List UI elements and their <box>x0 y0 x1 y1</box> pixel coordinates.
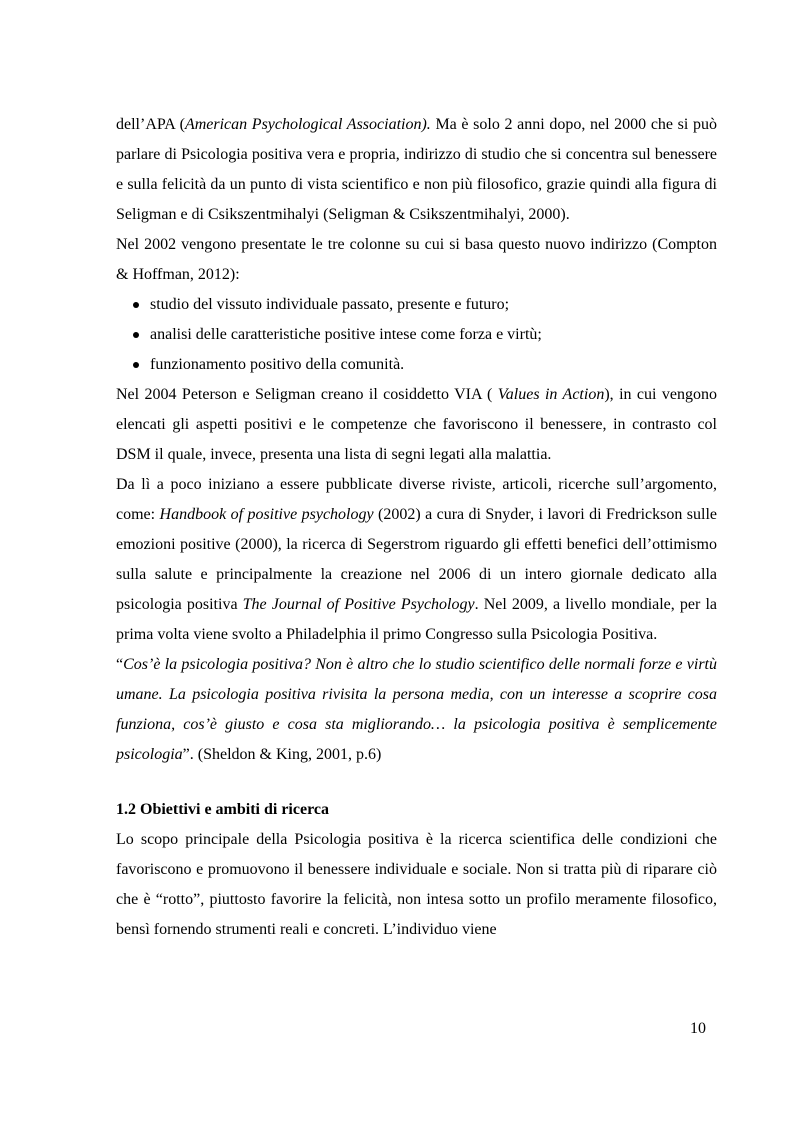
text-run: ”. (Sheldon & King, 2001, p.6) <box>182 746 382 763</box>
italic-text: Values in Action <box>497 386 605 403</box>
bullet-icon <box>133 362 139 368</box>
page-body <box>116 110 717 945</box>
paragraph-via <box>116 380 717 470</box>
italic-text: The Journal of Positive Psychology <box>242 596 475 613</box>
italic-text: Cos’è la psicologia positiva? Non è altro che lo studio scientifico delle normali forze e virtù umane. La psicologia positiva rivisita la persona media, con un interesse a scoprire cosa funziona, cos’è giusto e cosa sta migliorando… la psicologia positiva è semplicemente psicologia <box>116 656 717 763</box>
bullet-list <box>116 290 717 380</box>
paragraph-apa <box>116 110 717 230</box>
text-run: “ <box>116 656 124 673</box>
text-run: (2002) a cura di Snyder, i lavori di Fredrickson sulle emozioni positive (2000), la ricerca di Segerstrom riguardo gli effetti benefici dell’ottimismo sulla salute e principalmente la creazione nel 2006 di un intero giornale dedicato alla psicologia positiva <box>116 506 718 613</box>
text-run: ), in cui vengono elencati gli aspetti positivi e le competenze che favoriscono il benessere, in contrasto col DSM il quale, invece, presenta una lista di segni legati alla malattia. <box>116 386 718 463</box>
paragraph-pubblicazioni <box>116 470 717 650</box>
list-item <box>116 350 717 380</box>
italic-text: American Psychological Association). <box>184 116 431 133</box>
italic-text: Handbook of positive psychology <box>159 506 374 523</box>
list-item <box>116 320 717 350</box>
text-run: Nel 2002 vengono presentate le tre colonne su cui si basa questo nuovo indirizzo (Compton & Hoffman, 2012): <box>116 236 717 283</box>
text-run: dell’APA ( <box>116 116 185 133</box>
text-run: . Nel 2009, a livello mondiale, per la prima volta viene svolto a Philadelphia il primo Congresso sulla Psicologia Positiva. <box>116 596 717 643</box>
paragraph-tre-colonne <box>116 230 717 290</box>
text-run: Da lì a poco iniziano a essere pubblicate diverse riviste, articoli, ricerche sull’argomento, come: <box>116 476 717 523</box>
text-run: Ma è solo 2 anni dopo, nel 2000 che si può parlare di Psicologia positiva vera e propria, indirizzo di studio che si concentra sul benessere e sulla felicità da un punto di vista scientifico e non più filosofico, grazie quindi alla figura di Seligman e di Csikszentmihalyi (Seligman & Csikszentmihalyi, 2000). <box>116 116 717 223</box>
text-run: Lo scopo principale della Psicologia positiva è la ricerca scientifica delle condizioni che favoriscono e promuovono il benessere individuale e sociale. Non si tratta più di riparare ciò che è “rotto”, piuttosto favorire la felicità, non intesa sotto un profilo meramente filosofico, bensì fornendo strumenti reali e concreti. L’individuo viene <box>116 831 717 938</box>
section-heading: 1.2 Obiettivi e ambiti di ricerca <box>116 801 329 818</box>
page-number: 10 <box>690 1020 706 1037</box>
paragraph-scopo <box>116 825 717 945</box>
list-item-text: studio del vissuto individuale passato, presente e futuro; <box>150 296 510 313</box>
list-item-text: funzionamento positivo della comunità. <box>150 356 405 373</box>
text-run: Nel 2004 Peterson e Seligman creano il cosiddetto VIA ( <box>116 386 498 403</box>
list-item <box>116 290 717 320</box>
list-item-text: analisi delle caratteristiche positive intese come forza e virtù; <box>150 326 542 343</box>
bullet-icon <box>133 332 139 338</box>
bullet-icon <box>133 302 139 308</box>
quote-paragraph <box>116 650 717 770</box>
